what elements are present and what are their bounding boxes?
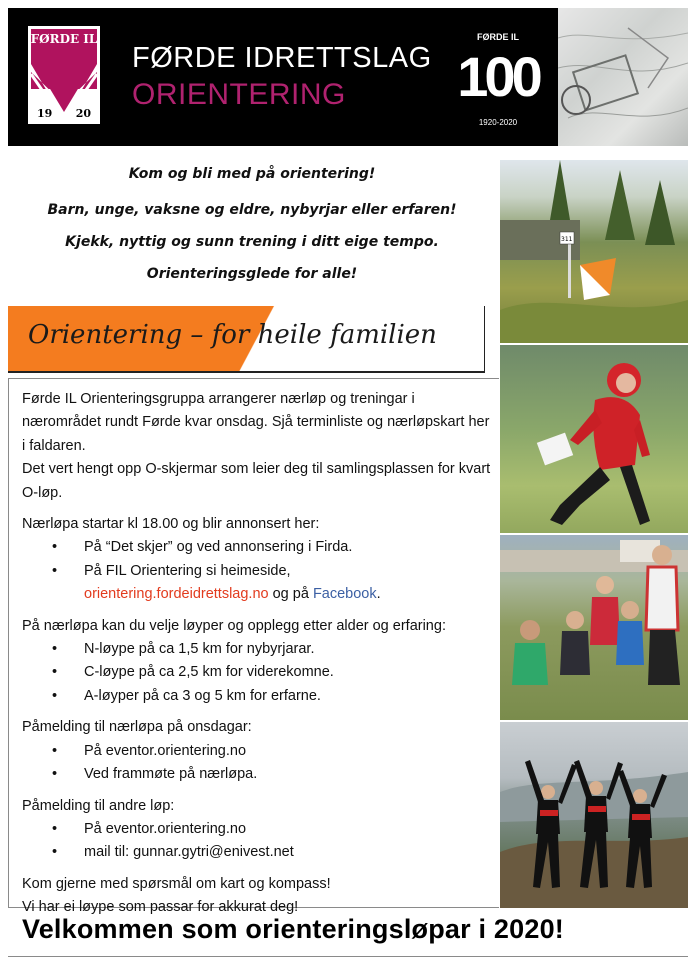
list-item: • På eventor.orientering.no xyxy=(22,740,492,763)
crest-club-name: FØRDE IL xyxy=(30,32,98,46)
list-item: • C-løype på ca 2,5 km for viderekomne. xyxy=(22,661,492,684)
intro-paragraph: Førde IL Orienteringsgruppa arrangerer nærløp og treningar i nærområdet rundt Førde kvar onsdag. Sjå terminliste og nærløpskart her i faldaren. xyxy=(22,391,490,454)
questions-line: Kom gjerne med spørsmål om kart og kompass! xyxy=(22,875,331,892)
signup-wednesday-list xyxy=(22,740,492,787)
running-child-photo xyxy=(500,345,688,533)
footer-divider xyxy=(8,956,688,957)
announcement-list xyxy=(22,536,492,606)
anniversary-years: 1920-2020 xyxy=(478,118,518,127)
signup-other-list xyxy=(22,818,492,865)
anniversary-number: 100 xyxy=(457,45,539,108)
list-item: • På “Det skjer” og ved annonsering i Firda. xyxy=(22,536,492,559)
family-banner xyxy=(8,306,485,373)
anniversary-label: FØRDE IL xyxy=(477,32,519,42)
list-item: • Ved frammøte på nærløpa. xyxy=(22,763,492,786)
club-title: FØRDE IDRETTSLAG xyxy=(132,42,432,74)
intro-line-3: Kjekk, nyttig og sunn trening i ditt eige tempo. xyxy=(65,234,439,250)
family-banner-text: Orientering – for heile familien xyxy=(28,320,437,350)
crest-year-left: 19 xyxy=(37,107,53,120)
anniversary-logo xyxy=(446,30,550,134)
list-item: • A-løyper på ca 3 og 5 km for erfarne. xyxy=(22,685,492,708)
intro-line-4: Orienteringsglede for alle! xyxy=(146,266,358,282)
signage-paragraph: Det vert hengt opp O-skjermar som leier deg til samlingsplassen for kvart O-løp. xyxy=(22,461,491,501)
signup-other-heading: Påmelding til andre løp: xyxy=(22,797,175,814)
club-crest-logo xyxy=(26,24,102,126)
list-item: • N-løype på ca 1,5 km for nybyrjarar. xyxy=(22,638,492,661)
start-time-paragraph: Nærløpa startar kl 18.00 og blir annonsert her: xyxy=(22,516,320,533)
header-banner xyxy=(8,8,558,146)
control-flag-photo xyxy=(500,160,688,343)
list-item: • mail til: gunnar.gytri@enivest.net xyxy=(22,841,492,864)
intro-line-2: Barn, unge, vaksne og eldre, nybyrjar eller erfaren! xyxy=(47,202,457,218)
welcome-heading: Velkommen som orienteringsløpar i 2020! xyxy=(22,914,564,944)
facebook-link[interactable]: Facebook xyxy=(312,586,377,603)
kids-group-photo xyxy=(500,535,688,720)
list-item: • På eventor.orientering.no xyxy=(22,818,492,841)
crest-year-right: 20 xyxy=(75,107,91,120)
courses-list xyxy=(22,638,492,708)
list-item-text: og på xyxy=(268,586,313,603)
signup-wednesday-heading: Påmelding til nærløpa på onsdagar: xyxy=(22,719,252,736)
list-item-text: På FIL Orientering si heimeside, xyxy=(84,562,291,579)
club-subtitle: ORIENTERING xyxy=(132,78,346,111)
control-number: 311 xyxy=(561,236,573,243)
orienteering-map-photo xyxy=(558,8,688,146)
summit-celebration-photo xyxy=(500,722,688,908)
intro-line-1: Kom og bli med på orientering! xyxy=(128,166,376,182)
course-for-you-line: Vi har ei løype som passar for akkurat deg! xyxy=(22,899,299,916)
website-link[interactable]: orientering.fordeidrettslag.no xyxy=(84,586,269,603)
courses-paragraph: På nærløpa kan du velje løyper og opplegg etter alder og erfaring: xyxy=(22,617,446,634)
list-item: • På FIL Orientering si heimeside, orientering.fordeidrettslag.no og på Facebook. xyxy=(22,560,492,607)
info-text xyxy=(22,388,492,920)
